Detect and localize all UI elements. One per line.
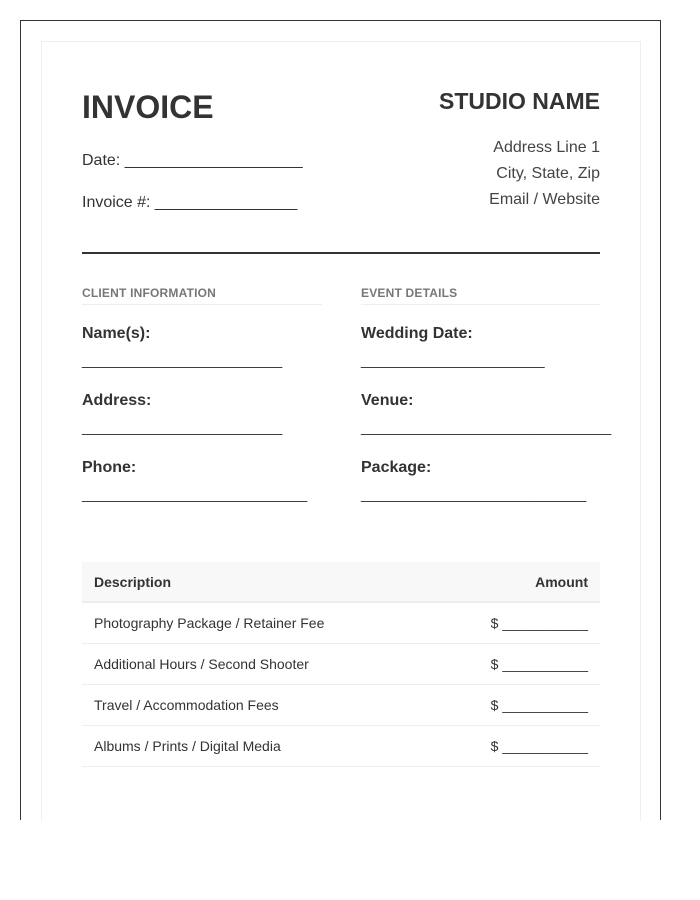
event-section-rule (361, 304, 600, 305)
row-description: Photography Package / Retainer Fee (94, 615, 325, 631)
invoice-number-field[interactable]: Invoice #: ________________ (82, 194, 298, 211)
client-section-title: CLIENT INFORMATION (82, 286, 217, 300)
client-address-label: Address: (82, 392, 152, 409)
row-amount-field[interactable]: $ ___________ (490, 738, 588, 754)
amount-column-header: Amount (535, 573, 588, 590)
address-line-3: Email / Website (489, 191, 600, 208)
client-phone-field[interactable]: ___________________________ (82, 486, 308, 503)
client-section-rule (82, 304, 322, 305)
date-field[interactable]: Date: ____________________ (82, 152, 303, 169)
table-row (82, 726, 600, 767)
row-description: Additional Hours / Second Shooter (94, 656, 309, 672)
row-amount-field[interactable]: $ ___________ (490, 615, 588, 631)
client-name-label: Name(s): (82, 325, 151, 342)
venue-label: Venue: (361, 392, 414, 409)
client-address-field[interactable]: ________________________ (82, 419, 283, 436)
client-phone-label: Phone: (82, 459, 137, 476)
row-description: Travel / Accommodation Fees (94, 697, 279, 713)
package-label: Package: (361, 459, 432, 476)
wedding-date-field[interactable]: ______________________ (361, 352, 545, 369)
package-field[interactable]: ___________________________ (361, 486, 587, 503)
row-amount-field[interactable]: $ ___________ (490, 656, 588, 672)
client-name-field[interactable]: ________________________ (82, 352, 283, 369)
line-items-table (82, 562, 600, 767)
venue-field[interactable]: ______________________________ (361, 419, 612, 436)
table-row (82, 603, 600, 644)
invoice-title: INVOICE (82, 89, 214, 125)
event-section-title: EVENT DETAILS (361, 286, 458, 300)
table-row (82, 685, 600, 726)
description-column-header: Description (94, 573, 172, 590)
studio-name: STUDIO NAME (439, 88, 600, 114)
table-row (82, 644, 600, 685)
address-line-1: Address Line 1 (493, 139, 600, 156)
header-divider (82, 252, 600, 254)
row-amount-field[interactable]: $ ___________ (490, 697, 588, 713)
wedding-date-label: Wedding Date: (361, 325, 473, 342)
row-description: Albums / Prints / Digital Media (94, 738, 281, 754)
table-header (82, 562, 600, 603)
address-line-2: City, State, Zip (496, 165, 600, 182)
